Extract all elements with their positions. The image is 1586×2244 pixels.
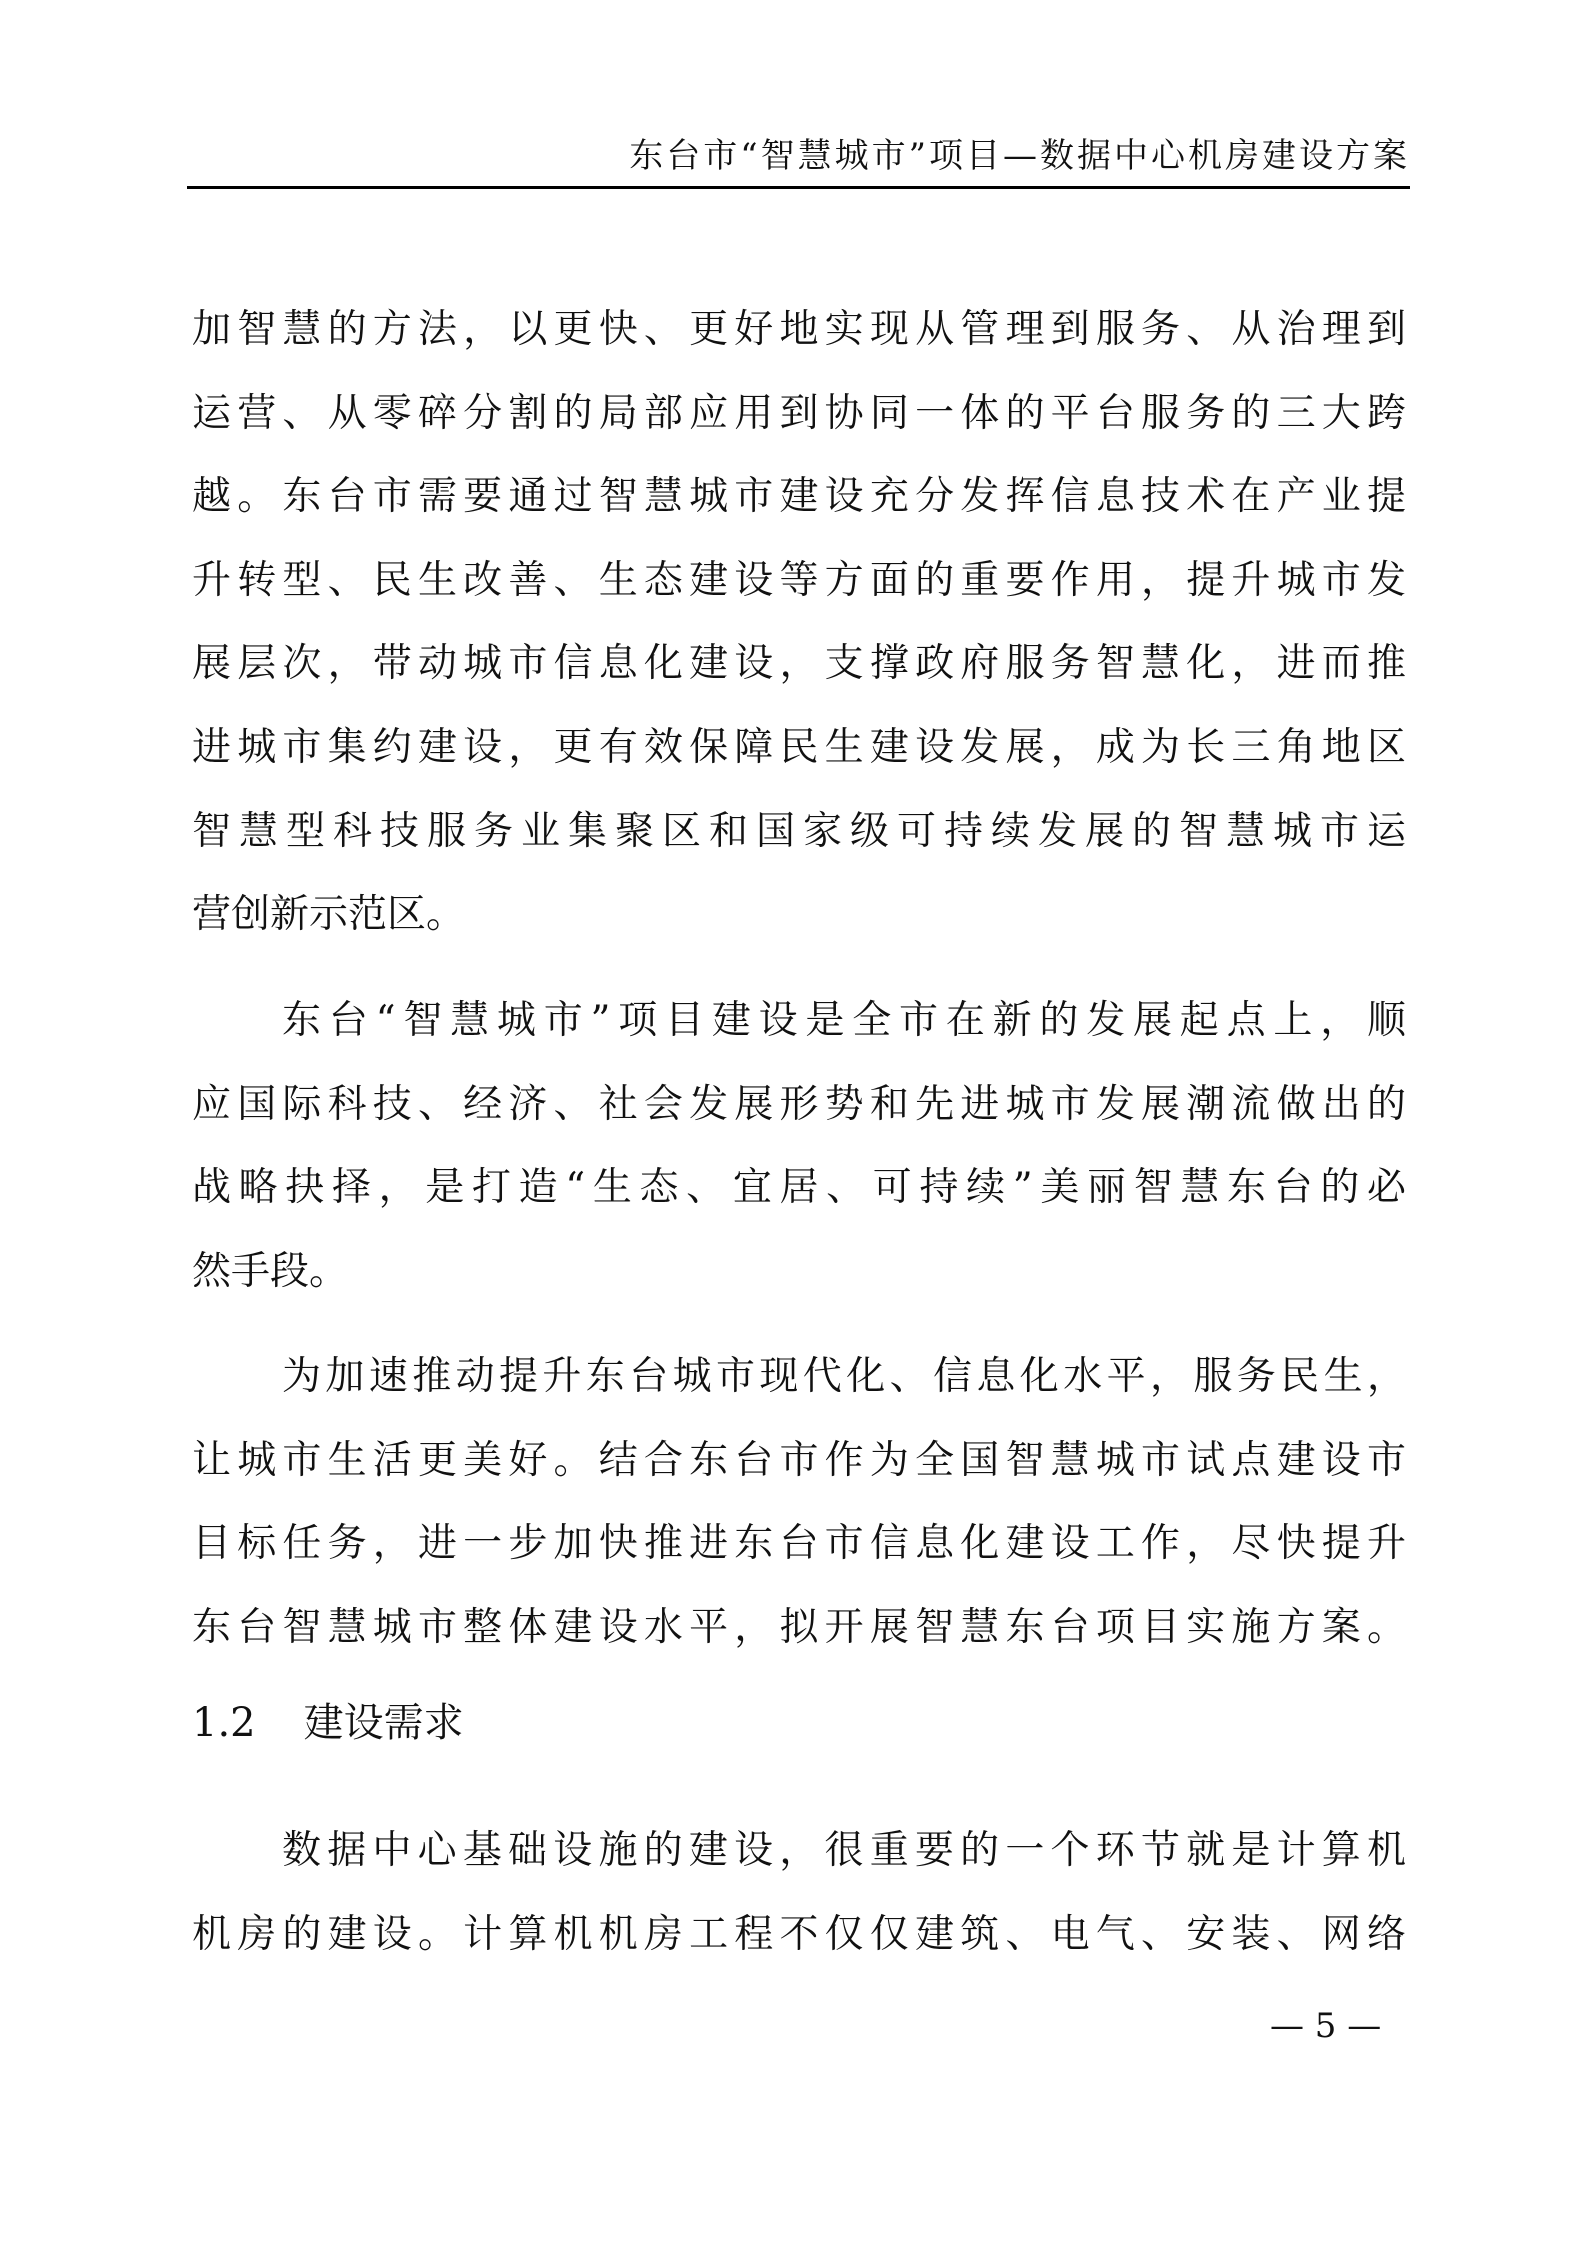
- text-line: 战略抉择，是打造“生态、宜居、可持续”美丽智慧东台的必: [192, 1165, 1406, 1211]
- text-line: 东台智慧城市整体建设水平，拟开展智慧东台项目实施方案。: [192, 1604, 1406, 1650]
- text-line: 进城市集约建设，更有效保障民生建设发展，成为长三角地区: [192, 724, 1406, 770]
- text-line: 东台“智慧城市”项目建设是全市在新的发展起点上，顺: [282, 998, 1406, 1043]
- text-line: 升转型、民生改善、生态建设等方面的重要作用，提升城市发: [192, 557, 1406, 603]
- text-line: 展层次，带动城市信息化建设，支撑政府服务智慧化，进而推: [192, 641, 1406, 687]
- text-line: 数据中心基础设施的建设，很重要的一个环节就是计算机: [282, 1828, 1406, 1873]
- page-number: — 5 —: [1270, 2006, 1382, 2046]
- text-line: 智慧型科技服务业集聚区和国家级可持续发展的智慧城市运: [192, 808, 1406, 854]
- paragraph-3: [192, 1335, 1406, 1669]
- paragraph-2: [192, 979, 1406, 1313]
- text-line: 应国际科技、经济、社会发展形势和先进城市发展潮流做出的: [192, 1081, 1406, 1127]
- text-line: 越。东台市需要通过智慧城市建设充分发挥信息技术在产业提: [192, 474, 1406, 520]
- text-line: 让城市生活更美好。结合东台市作为全国智慧城市试点建设市: [192, 1437, 1406, 1483]
- running-header: 东台市“智慧城市”项目—数据中心机房建设方案: [629, 136, 1410, 176]
- text-line: 为加速推动提升东台城市现代化、信息化水平，服务民生，: [282, 1354, 1406, 1399]
- text-line: 然手段。: [192, 1248, 349, 1294]
- text-line: 运营、从零碎分割的局部应用到协同一体的平台服务的三大跨: [192, 390, 1406, 436]
- paragraph-1: [192, 288, 1406, 957]
- paragraph-4: [192, 1809, 1406, 1976]
- text-line: 机房的建设。计算机机房工程不仅仅建筑、电气、安装、网络: [192, 1911, 1406, 1957]
- section-number: 1.2: [192, 1700, 256, 1746]
- text-line: 加智慧的方法，以更快、更好地实现从管理到服务、从治理到: [192, 307, 1406, 352]
- text-line: 目标任务，进一步加快推进东台市信息化建设工作，尽快提升: [192, 1521, 1406, 1567]
- section-title: 建设需求: [303, 1700, 464, 1746]
- text-line: 营创新示范区。: [192, 892, 466, 938]
- section-heading: [192, 1681, 512, 1765]
- header-rule: [187, 186, 1410, 189]
